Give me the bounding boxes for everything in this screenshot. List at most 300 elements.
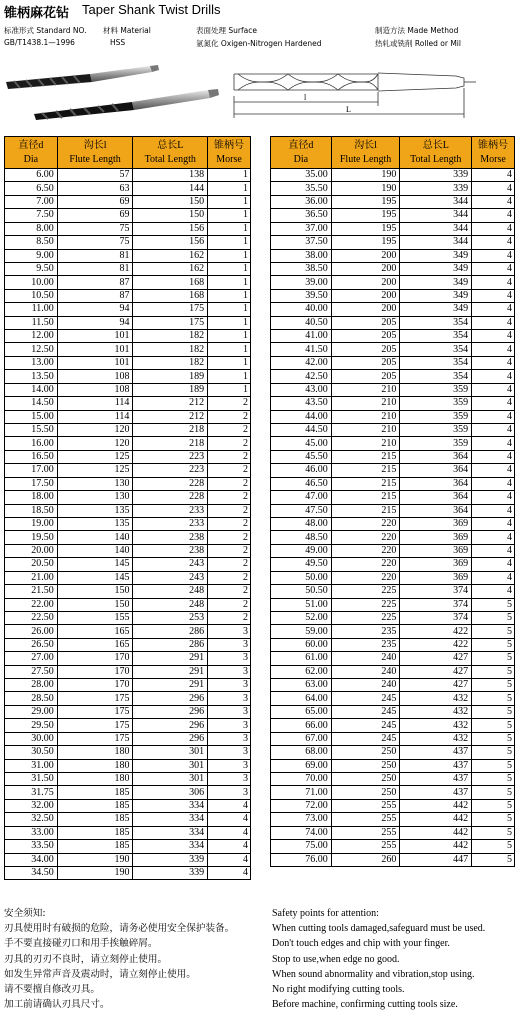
table-row (5, 665, 251, 678)
cell-dia: 37.00 (271, 222, 332, 235)
cell-morse: 5 (472, 799, 515, 812)
cell-morse: 3 (208, 652, 251, 665)
safety-note: Before machine, confirming cutting tools size. (272, 999, 458, 1011)
table-row (271, 531, 515, 544)
cell-morse: 4 (472, 356, 515, 369)
cell-total-length: 369 (400, 544, 472, 557)
table-row (5, 585, 251, 598)
cell-morse: 5 (472, 746, 515, 759)
cell-dia: 10.50 (5, 289, 58, 302)
cell-total-length: 442 (400, 799, 472, 812)
cell-dia: 12.50 (5, 343, 58, 356)
cell-total-length: 437 (400, 746, 472, 759)
cell-morse: 2 (208, 464, 251, 477)
table-row (5, 692, 251, 705)
table-row (271, 611, 515, 624)
cell-flute-length: 81 (57, 249, 133, 262)
cell-total-length: 364 (400, 491, 472, 504)
cell-flute-length: 245 (331, 705, 400, 718)
table-row (5, 705, 251, 718)
cell-flute-length: 260 (331, 853, 400, 866)
safety-note: 如发生异常声音及震动时，请立刻停止使用。 (4, 968, 196, 980)
cell-morse: 1 (208, 303, 251, 316)
cell-flute-length: 235 (331, 638, 400, 651)
cell-morse: 3 (208, 665, 251, 678)
cell-morse: 4 (472, 544, 515, 557)
cell-morse: 1 (208, 276, 251, 289)
table-row (5, 772, 251, 785)
table-row (5, 813, 251, 826)
cell-morse: 4 (472, 169, 515, 182)
cell-flute-length: 250 (331, 786, 400, 799)
safety-note: When sound abnormality and vibration,stop using. (272, 968, 475, 980)
cell-flute-length: 175 (57, 719, 133, 732)
cell-flute-length: 245 (331, 732, 400, 745)
cell-morse: 5 (472, 692, 515, 705)
cell-total-length: 243 (133, 571, 208, 584)
cell-morse: 1 (208, 222, 251, 235)
cell-total-length: 432 (400, 719, 472, 732)
cell-total-length: 364 (400, 450, 472, 463)
cell-dia: 15.50 (5, 424, 58, 437)
cell-total-length: 427 (400, 652, 472, 665)
cell-flute-length: 190 (331, 169, 400, 182)
cell-flute-length: 120 (57, 424, 133, 437)
cell-total-length: 359 (400, 397, 472, 410)
cell-morse: 5 (472, 705, 515, 718)
col-total-header: 总长L Total Length (400, 137, 472, 169)
cell-total-length: 349 (400, 276, 472, 289)
cell-total-length: 182 (133, 343, 208, 356)
cell-flute-length: 210 (331, 397, 400, 410)
table-row (271, 356, 515, 369)
cell-flute-length: 125 (57, 464, 133, 477)
cell-total-length: 296 (133, 692, 208, 705)
cell-morse: 3 (208, 705, 251, 718)
cell-morse: 4 (208, 813, 251, 826)
cell-flute-length: 240 (331, 679, 400, 692)
cell-dia: 61.00 (271, 652, 332, 665)
cell-dia: 47.50 (271, 504, 332, 517)
cell-total-length: 442 (400, 826, 472, 839)
cell-total-length: 162 (133, 262, 208, 275)
safety-note: 刃具使用时有破损的危险，请务必使用安全保护装备。 (4, 923, 235, 935)
cell-flute-length: 140 (57, 531, 133, 544)
cell-total-length: 334 (133, 799, 208, 812)
page-header (0, 0, 518, 52)
cell-total-length: 218 (133, 437, 208, 450)
table-row (5, 222, 251, 235)
cell-total-length: 432 (400, 705, 472, 718)
cell-flute-length: 165 (57, 638, 133, 651)
cell-dia: 74.00 (271, 826, 332, 839)
cell-total-length: 374 (400, 585, 472, 598)
cell-total-length: 364 (400, 464, 472, 477)
cell-dia: 29.50 (5, 719, 58, 732)
col-dia-header: 直径d Dia (271, 137, 332, 169)
drill-table-right (270, 136, 515, 867)
cell-total-length: 427 (400, 665, 472, 678)
cell-dia: 21.50 (5, 585, 58, 598)
cell-morse: 2 (208, 504, 251, 517)
cell-morse: 4 (472, 397, 515, 410)
cell-flute-length: 185 (57, 840, 133, 853)
cell-flute-length: 63 (57, 182, 133, 195)
method-value: 热轧或铣削 Rolled or Mil (375, 39, 461, 48)
cell-flute-length: 255 (331, 840, 400, 853)
cell-dia: 31.75 (5, 786, 58, 799)
cell-morse: 4 (472, 517, 515, 530)
cell-total-length: 233 (133, 504, 208, 517)
cell-morse: 2 (208, 611, 251, 624)
cell-flute-length: 145 (57, 571, 133, 584)
cell-dia: 43.50 (271, 397, 332, 410)
cell-flute-length: 180 (57, 759, 133, 772)
cell-morse: 5 (472, 759, 515, 772)
table-row (271, 383, 515, 396)
cell-flute-length: 195 (331, 195, 400, 208)
cell-dia: 6.00 (5, 169, 58, 182)
cell-dia: 20.50 (5, 558, 58, 571)
table-row (5, 276, 251, 289)
cell-morse: 4 (472, 491, 515, 504)
cell-flute-length: 155 (57, 611, 133, 624)
cell-flute-length: 190 (57, 853, 133, 866)
cell-total-length: 339 (400, 182, 472, 195)
cell-morse: 2 (208, 397, 251, 410)
cell-morse: 4 (208, 826, 251, 839)
cell-morse: 2 (208, 517, 251, 530)
cell-morse: 5 (472, 732, 515, 745)
table-row (5, 611, 251, 624)
cell-morse: 3 (208, 719, 251, 732)
page-title-cn: 锥柄麻花钻 (4, 6, 70, 21)
cell-flute-length: 170 (57, 665, 133, 678)
table-row (5, 786, 251, 799)
table-row (5, 209, 251, 222)
cell-morse: 4 (472, 464, 515, 477)
cell-flute-length: 135 (57, 517, 133, 530)
standard-label: 标准形式 Standard NO. (4, 26, 87, 35)
cell-dia: 71.00 (271, 786, 332, 799)
cell-dia: 27.50 (5, 665, 58, 678)
method-label: 制造方法 Made Method (375, 26, 459, 35)
cell-dia: 28.00 (5, 679, 58, 692)
cell-dia: 18.00 (5, 491, 58, 504)
cell-morse: 5 (472, 652, 515, 665)
cell-dia: 39.50 (271, 289, 332, 302)
cell-dia: 38.00 (271, 249, 332, 262)
cell-dia: 7.00 (5, 195, 58, 208)
cell-flute-length: 165 (57, 625, 133, 638)
cell-flute-length: 75 (57, 222, 133, 235)
cell-total-length: 437 (400, 759, 472, 772)
cell-morse: 4 (472, 236, 515, 249)
table-row (271, 424, 515, 437)
table-row (271, 732, 515, 745)
cell-total-length: 349 (400, 249, 472, 262)
table-row (5, 236, 251, 249)
cell-dia: 51.00 (271, 598, 332, 611)
table-row (5, 303, 251, 316)
cell-dia: 49.50 (271, 558, 332, 571)
cell-total-length: 189 (133, 383, 208, 396)
cell-dia: 26.00 (5, 625, 58, 638)
cell-dia: 16.50 (5, 450, 58, 463)
drill-table-left (4, 136, 251, 880)
col-flute-header: 沟长l Flute Length (331, 137, 400, 169)
cell-total-length: 334 (133, 813, 208, 826)
cell-total-length: 168 (133, 276, 208, 289)
cell-morse: 2 (208, 571, 251, 584)
cell-dia: 26.50 (5, 638, 58, 651)
cell-flute-length: 250 (331, 759, 400, 772)
cell-total-length: 150 (133, 209, 208, 222)
cell-total-length: 182 (133, 356, 208, 369)
cell-dia: 28.50 (5, 692, 58, 705)
cell-total-length: 364 (400, 504, 472, 517)
cell-dia: 31.00 (5, 759, 58, 772)
total-length-label: L (346, 105, 351, 114)
table-row (5, 491, 251, 504)
cell-total-length: 243 (133, 558, 208, 571)
cell-total-length: 286 (133, 625, 208, 638)
cell-morse: 5 (472, 679, 515, 692)
table-row (5, 450, 251, 463)
cell-dia: 41.50 (271, 343, 332, 356)
cell-total-length: 349 (400, 289, 472, 302)
cell-dia: 7.50 (5, 209, 58, 222)
cell-morse: 4 (472, 195, 515, 208)
cell-morse: 4 (472, 531, 515, 544)
cell-flute-length: 145 (57, 558, 133, 571)
cell-morse: 4 (472, 262, 515, 275)
cell-dia: 32.50 (5, 813, 58, 826)
cell-flute-length: 240 (331, 652, 400, 665)
cell-flute-length: 94 (57, 303, 133, 316)
cell-dia: 27.00 (5, 652, 58, 665)
cell-total-length: 359 (400, 383, 472, 396)
cell-flute-length: 120 (57, 437, 133, 450)
cell-flute-length: 185 (57, 826, 133, 839)
cell-dia: 34.50 (5, 866, 58, 879)
table-row (271, 410, 515, 423)
table-row (5, 504, 251, 517)
cell-total-length: 296 (133, 719, 208, 732)
cell-flute-length: 101 (57, 356, 133, 369)
cell-total-length: 138 (133, 169, 208, 182)
cell-morse: 3 (208, 746, 251, 759)
cell-total-length: 286 (133, 638, 208, 651)
cell-total-length: 369 (400, 531, 472, 544)
cell-dia: 46.00 (271, 464, 332, 477)
cell-morse: 1 (208, 343, 251, 356)
cell-flute-length: 255 (331, 799, 400, 812)
cell-dia: 36.50 (271, 209, 332, 222)
cell-dia: 73.00 (271, 813, 332, 826)
cell-flute-length: 210 (331, 437, 400, 450)
table-row (271, 679, 515, 692)
drill-upper (6, 65, 159, 89)
cell-dia: 64.00 (271, 692, 332, 705)
cell-dia: 45.50 (271, 450, 332, 463)
cell-morse: 5 (472, 826, 515, 839)
cell-total-length: 442 (400, 840, 472, 853)
cell-dia: 38.50 (271, 262, 332, 275)
cell-flute-length: 185 (57, 786, 133, 799)
table-row (271, 276, 515, 289)
table-row (271, 195, 515, 208)
cell-dia: 46.50 (271, 477, 332, 490)
safety-note: 安全须知: (4, 908, 46, 919)
cell-total-length: 374 (400, 611, 472, 624)
table-row (271, 330, 515, 343)
table-row (5, 638, 251, 651)
cell-dia: 50.00 (271, 571, 332, 584)
cell-flute-length: 205 (331, 356, 400, 369)
table-row (271, 236, 515, 249)
cell-dia: 18.50 (5, 504, 58, 517)
table-row (271, 477, 515, 490)
cell-morse: 4 (472, 477, 515, 490)
cell-morse: 2 (208, 424, 251, 437)
surface-value: 氩氮化 Oxigen-Nitrogen Hardened (196, 39, 322, 48)
cell-total-length: 344 (400, 209, 472, 222)
cell-flute-length: 220 (331, 558, 400, 571)
cell-flute-length: 81 (57, 262, 133, 275)
cell-total-length: 291 (133, 652, 208, 665)
cell-flute-length: 255 (331, 826, 400, 839)
cell-morse: 4 (472, 504, 515, 517)
table-row (271, 813, 515, 826)
cell-dia: 10.00 (5, 276, 58, 289)
cell-flute-length: 215 (331, 504, 400, 517)
cell-total-length: 301 (133, 746, 208, 759)
cell-morse: 5 (472, 719, 515, 732)
cell-dia: 17.00 (5, 464, 58, 477)
cell-dia: 9.50 (5, 262, 58, 275)
cell-flute-length: 150 (57, 598, 133, 611)
cell-total-length: 189 (133, 370, 208, 383)
cell-morse: 1 (208, 182, 251, 195)
safety-notes-cn (4, 906, 234, 1012)
cell-dia: 33.50 (5, 840, 58, 853)
cell-morse: 4 (472, 585, 515, 598)
material-label: 材料 Material (103, 26, 151, 35)
table-row (5, 437, 251, 450)
cell-flute-length: 185 (57, 813, 133, 826)
cell-morse: 5 (472, 853, 515, 866)
cell-total-length: 349 (400, 303, 472, 316)
cell-dia: 16.00 (5, 437, 58, 450)
safety-note: Safety points for attention: (272, 908, 379, 919)
table-header-row (5, 137, 251, 169)
cell-dia: 32.00 (5, 799, 58, 812)
cell-dia: 34.00 (5, 853, 58, 866)
cell-dia: 45.00 (271, 437, 332, 450)
cell-total-length: 334 (133, 840, 208, 853)
material-value: HSS (110, 38, 126, 47)
cell-total-length: 144 (133, 182, 208, 195)
cell-morse: 4 (208, 853, 251, 866)
col-morse-header: 锥柄号 Morse (208, 137, 251, 169)
table-row (271, 370, 515, 383)
cell-morse: 4 (472, 249, 515, 262)
cell-total-length: 218 (133, 424, 208, 437)
table-header-row (271, 137, 515, 169)
cell-flute-length: 101 (57, 330, 133, 343)
cell-total-length: 442 (400, 813, 472, 826)
cell-dia: 13.50 (5, 370, 58, 383)
table-row (5, 316, 251, 329)
cell-flute-length: 195 (331, 209, 400, 222)
cell-total-length: 437 (400, 786, 472, 799)
cell-dia: 68.00 (271, 746, 332, 759)
cell-morse: 5 (472, 611, 515, 624)
col-dia-header: 直径d Dia (5, 137, 58, 169)
cell-morse: 1 (208, 249, 251, 262)
cell-flute-length: 140 (57, 544, 133, 557)
safety-note: Stop to use,when edge no good. (272, 953, 400, 965)
cell-morse: 4 (472, 303, 515, 316)
table-row (271, 692, 515, 705)
cell-dia: 75.00 (271, 840, 332, 853)
cell-dia: 49.00 (271, 544, 332, 557)
table-row (5, 169, 251, 182)
cell-dia: 21.00 (5, 571, 58, 584)
table-row (5, 464, 251, 477)
flute-length-label: l (304, 93, 307, 102)
table-row (271, 491, 515, 504)
cell-morse: 1 (208, 236, 251, 249)
cell-total-length: 354 (400, 356, 472, 369)
cell-dia: 22.00 (5, 598, 58, 611)
table-row (271, 169, 515, 182)
cell-dia: 37.50 (271, 236, 332, 249)
safety-note: Don't touch edges and chip with your finger. (272, 938, 450, 950)
cell-dia: 11.50 (5, 316, 58, 329)
cell-flute-length: 175 (57, 692, 133, 705)
cell-flute-length: 215 (331, 450, 400, 463)
cell-flute-length: 205 (331, 343, 400, 356)
cell-flute-length: 185 (57, 799, 133, 812)
table-row (5, 330, 251, 343)
cell-dia: 19.00 (5, 517, 58, 530)
cell-total-length: 301 (133, 759, 208, 772)
cell-morse: 4 (208, 866, 251, 879)
drills-photo (0, 62, 225, 128)
table-row (5, 558, 251, 571)
col-morse-header: 锥柄号 Morse (472, 137, 515, 169)
cell-morse: 3 (208, 625, 251, 638)
cell-dia: 11.00 (5, 303, 58, 316)
cell-dia: 20.00 (5, 544, 58, 557)
cell-dia: 41.00 (271, 330, 332, 343)
cell-dia: 62.00 (271, 665, 332, 678)
cell-flute-length: 215 (331, 491, 400, 504)
cell-flute-length: 175 (57, 732, 133, 745)
table-row (5, 289, 251, 302)
cell-flute-length: 225 (331, 598, 400, 611)
cell-flute-length: 210 (331, 383, 400, 396)
table-row (271, 665, 515, 678)
cell-flute-length: 94 (57, 316, 133, 329)
cell-flute-length: 220 (331, 571, 400, 584)
cell-flute-length: 130 (57, 477, 133, 490)
cell-total-length: 175 (133, 303, 208, 316)
surface-label: 表面处理 Surface (196, 26, 257, 35)
cell-flute-length: 200 (331, 276, 400, 289)
